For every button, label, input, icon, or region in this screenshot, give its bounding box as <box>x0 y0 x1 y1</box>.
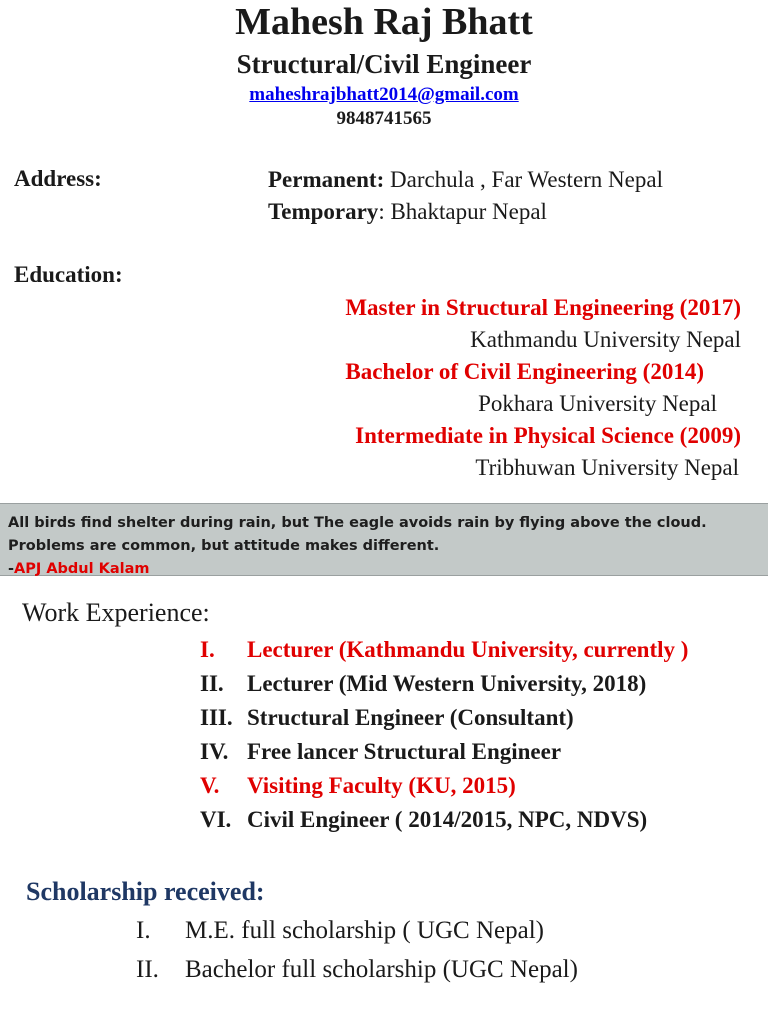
scholarship-item-number: I. <box>136 917 151 944</box>
work-item-number: III. <box>200 705 233 730</box>
education-label: Education: <box>14 262 123 287</box>
scholarship-title: Scholarship received: <box>26 877 265 906</box>
work-item-text: Lecturer (Mid Western University, 2018) <box>247 671 647 696</box>
work-item-number: I. <box>200 637 215 662</box>
work-item <box>200 670 646 698</box>
work-item <box>200 636 688 664</box>
permanent-value: Darchula , Far Western Nepal <box>384 167 663 192</box>
scholarship-item-text: Bachelor full scholarship (UGC Nepal) <box>185 956 578 983</box>
work-item <box>200 806 647 834</box>
scholarship-item-number: II. <box>136 956 159 983</box>
work-item-number: V. <box>200 773 220 798</box>
resume-name: Mahesh Raj Bhatt <box>235 1 533 43</box>
permanent-label: Permanent: <box>268 167 385 192</box>
resume-title: Structural/Civil Engineer <box>236 49 532 79</box>
scholarship-item-text: M.E. full scholarship ( UGC Nepal) <box>185 917 544 944</box>
work-item-text: Lecturer (Kathmandu University, currently ) <box>247 637 689 662</box>
work-item <box>200 704 574 732</box>
education-institution: Tribhuwan University Nepal <box>475 455 739 480</box>
quote-text: All birds find shelter during rain, but The eagle avoids rain by flying above the cloud. Problems are common, but attitude makes different. <box>8 515 707 554</box>
address-temporary <box>268 198 547 226</box>
quote-box <box>0 503 768 576</box>
address-permanent <box>268 166 663 194</box>
work-item-text: Visiting Faculty (KU, 2015) <box>247 773 516 798</box>
education-institution: Pokhara University Nepal <box>478 391 717 416</box>
scholarship-item <box>136 955 578 985</box>
education-degree: Bachelor of Civil Engineering (2014) <box>345 359 704 384</box>
education-degree: Intermediate in Physical Science (2009) <box>355 423 741 448</box>
education-degree: Master in Structural Engineering (2017) <box>345 295 741 320</box>
quote-dash: - <box>8 561 15 577</box>
education-institution: Kathmandu University Nepal <box>470 327 741 352</box>
work-item-number: VI. <box>200 807 232 832</box>
temporary-value: : Bhaktapur Nepal <box>378 199 547 224</box>
email-row <box>0 84 768 106</box>
quote-author: APJ Abdul Kalam <box>14 561 150 577</box>
work-experience-title: Work Experience: <box>22 598 210 627</box>
work-item-text: Structural Engineer (Consultant) <box>247 705 574 730</box>
work-item <box>200 738 561 766</box>
work-item <box>200 772 516 800</box>
scholarship-item <box>136 916 544 946</box>
work-item-number: IV. <box>200 739 229 764</box>
address-label: Address: <box>14 166 102 191</box>
work-item-text: Civil Engineer ( 2014/2015, NPC, NDVS) <box>247 807 648 832</box>
email-link[interactable]: maheshrajbhatt2014@gmail.com <box>249 84 519 105</box>
work-item-text: Free lancer Structural Engineer <box>247 739 562 764</box>
quote-author-line <box>8 558 760 581</box>
phone-number: 9848741565 <box>336 108 432 129</box>
temporary-label: Temporary <box>268 199 379 224</box>
work-item-number: II. <box>200 671 224 696</box>
